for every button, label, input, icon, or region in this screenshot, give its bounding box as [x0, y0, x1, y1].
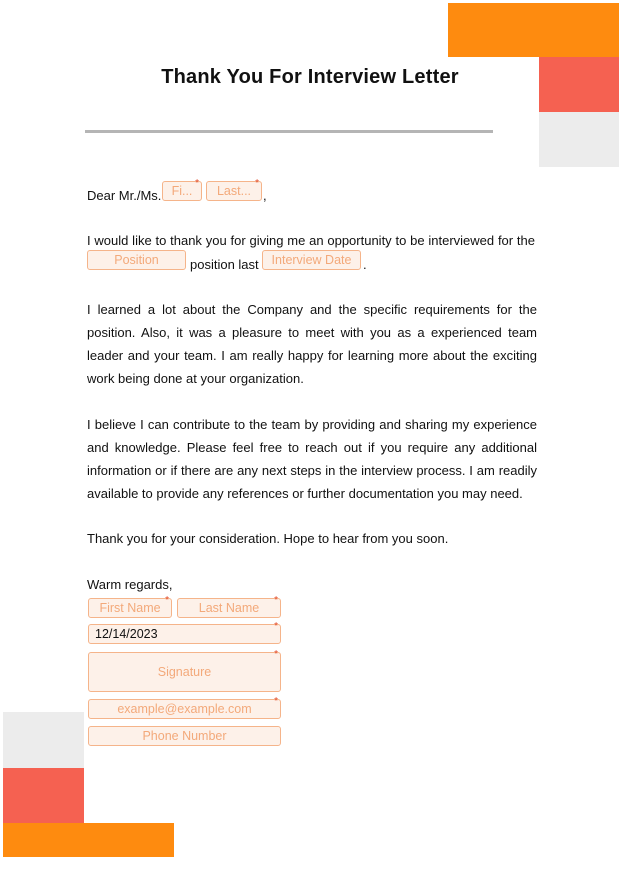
recipient-last-name-placeholder: Last...	[216, 184, 252, 198]
corner-block-grey-top	[539, 112, 619, 167]
corner-block-orange-top	[448, 3, 619, 57]
sender-last-name-placeholder: Last Name	[198, 601, 260, 615]
date-field[interactable]	[88, 621, 281, 644]
required-asterisk: *	[274, 649, 278, 660]
interview-date-placeholder: Interview Date	[271, 253, 352, 267]
page-title: Thank You For Interview Letter	[161, 66, 459, 88]
required-asterisk: *	[274, 595, 278, 606]
position-placeholder: Position	[114, 253, 159, 267]
salutation-prefix: Dear Mr./Ms.	[87, 188, 162, 203]
paragraph-4: Thank you for your consideration. Hope to hear from you soon.	[87, 531, 449, 546]
paragraph-3: I believe I can contribute to the team by providing and sharing my experience and knowledge. Please feel free to reach out if you require any additional information or if there are any next steps in the interview process. I am readily available to provide any references or further documentation you may need.	[87, 417, 537, 501]
paragraph-1-line-1: I would like to thank you for giving me an opportunity to be interviewed for the	[87, 233, 535, 248]
closing-text: Warm regards,	[87, 577, 173, 592]
recipient-first-name-field[interactable]	[162, 178, 202, 201]
email-field[interactable]	[88, 696, 281, 719]
required-asterisk: *	[165, 595, 169, 606]
sender-first-name-placeholder: First Name	[99, 601, 161, 615]
signature-placeholder: Signature	[157, 665, 212, 679]
required-asterisk: *	[274, 696, 278, 707]
date-value: 12/14/2023	[95, 627, 158, 641]
signature-field[interactable]	[88, 649, 281, 692]
phone-field[interactable]	[88, 726, 281, 746]
position-field[interactable]	[87, 250, 186, 270]
interview-date-field[interactable]	[262, 250, 361, 270]
salutation-comma: ,	[263, 188, 267, 203]
corner-block-coral-bottom	[3, 768, 84, 823]
paragraph-2: I learned a lot about the Company and the specific requirements for the position. Also, it was a pleasure to meet with you as a experienced team leader and your team. I am really happy for learning more about the exciting work being done at your organization.	[87, 302, 537, 386]
required-asterisk: *	[274, 621, 278, 632]
paragraph-1-end: .	[363, 257, 367, 272]
required-asterisk: *	[255, 178, 259, 189]
corner-block-grey-bottom	[3, 712, 84, 768]
recipient-first-name-placeholder: Fi...	[171, 184, 193, 198]
phone-placeholder: Phone Number	[142, 729, 227, 743]
paragraph-1-middle-text: position last	[190, 257, 259, 272]
recipient-last-name-field[interactable]	[206, 178, 262, 201]
email-placeholder: example@example.com	[117, 702, 252, 716]
sender-first-name-field[interactable]	[88, 595, 172, 618]
title-divider	[85, 130, 493, 133]
sender-last-name-field[interactable]	[177, 595, 281, 618]
corner-block-orange-bottom	[3, 823, 174, 857]
required-asterisk: *	[195, 178, 199, 189]
